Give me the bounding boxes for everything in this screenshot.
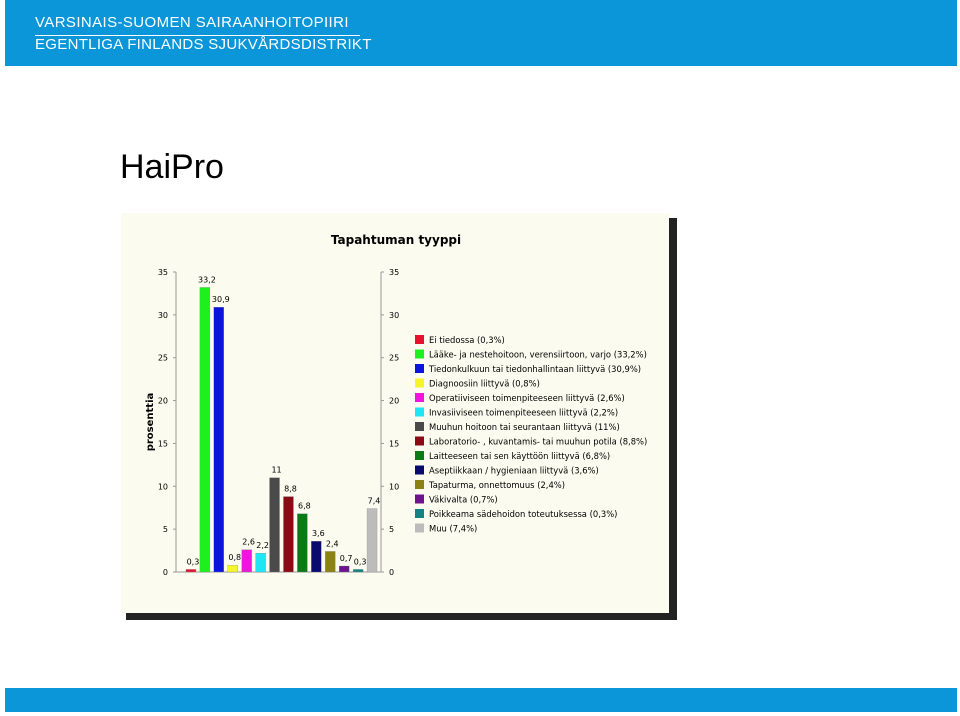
org-name-swedish: EGENTLIGA FINLANDS SJUKVÅRDSDISTRIKT: [35, 36, 372, 53]
bar-data-label: 2,6: [242, 537, 256, 547]
bar-data-label: 3,6: [311, 529, 325, 539]
bar: [214, 307, 224, 572]
legend-label: Aseptiikkaan / hygieniaan liittyvä (3,6%): [429, 465, 599, 476]
legend-label: Lääke- ja nestehoitoon, verensiirtoon, varjo (33,2%): [429, 349, 647, 360]
legend-swatch: [415, 480, 424, 489]
bar-data-label: 2,2: [256, 541, 269, 551]
legend-label: Invasiiviseen toimenpiteeseen liittyvä (2,2%): [429, 407, 619, 418]
bar: [256, 553, 266, 572]
legend-label: Diagnoosiin liittyvä (0,8%): [429, 378, 540, 389]
legend-swatch: [415, 466, 424, 475]
y-tick-label-right: 25: [389, 353, 400, 363]
bar: [242, 550, 252, 572]
y-tick-label-left: 10: [157, 482, 168, 492]
legend-label: Tiedonkulkuun tai tiedonhallintaan liittyvä (30,9%): [429, 364, 642, 374]
legend-swatch: [415, 393, 424, 402]
y-tick-label-right: 0: [389, 568, 395, 577]
legend-swatch: [415, 422, 424, 431]
legend-swatch: [415, 451, 424, 460]
y-axis-label: prosenttia: [145, 392, 156, 452]
bar: [283, 497, 293, 572]
legend-label: Operatiiviseen toimenpiteeseen liittyvä (2,6%): [429, 393, 625, 403]
bar: [311, 541, 321, 572]
y-tick-label-right: 35: [389, 268, 400, 277]
bar-data-label: 30,9: [211, 295, 230, 305]
y-tick-label-left: 5: [162, 525, 168, 535]
legend-label: Laboratorio- , kuvantamis- tai muuhun potila (8,8%): [429, 436, 648, 447]
legend-swatch: [415, 524, 424, 533]
y-tick-label-right: 10: [389, 482, 400, 492]
bar-data-label: 33,2: [197, 275, 216, 285]
legend-label: Ei tiedossa (0,3%): [429, 335, 505, 345]
legend-swatch: [415, 437, 424, 446]
bar-data-label: 2,4: [325, 539, 339, 549]
legend-label: Muuhun hoitoon tai seurantaan liittyvä (11%): [429, 422, 620, 432]
legend-swatch: [415, 408, 424, 417]
legend-label: Laitteeseen tai sen käyttöön liittyvä (6,8%): [429, 451, 611, 461]
y-tick-label-right: 30: [389, 310, 400, 320]
y-tick-label-left: 0: [162, 568, 168, 577]
legend-swatch: [415, 495, 424, 504]
bar: [186, 569, 196, 572]
bar: [339, 566, 349, 572]
bar: [200, 287, 210, 572]
legend-swatch: [415, 335, 424, 344]
bar-data-label: 6,8: [298, 501, 311, 511]
slide-title: HaiPro: [120, 148, 224, 186]
bar-data-label: 7,4: [367, 496, 381, 506]
y-tick-label-left: 15: [157, 439, 168, 449]
y-tick-label-left: 35: [157, 268, 168, 277]
bar-data-label: 0,8: [228, 553, 242, 563]
bar-data-label: 0,3: [353, 557, 367, 567]
bar: [325, 551, 335, 572]
y-tick-label-right: 5: [389, 525, 395, 535]
bar: [228, 565, 238, 572]
bar-data-label: 11: [271, 465, 282, 475]
legend-swatch: [415, 509, 424, 518]
bar: [367, 509, 377, 572]
legend-swatch: [415, 379, 424, 388]
y-tick-label-right: 20: [389, 396, 400, 406]
y-tick-label-right: 15: [389, 439, 400, 449]
bar-data-label: 0,3: [186, 557, 200, 567]
y-tick-label-left: 20: [157, 396, 168, 406]
bar: [270, 478, 280, 572]
y-tick-label-left: 30: [157, 310, 168, 320]
y-tick-label-left: 25: [157, 353, 168, 363]
bar-data-label: 0,7: [339, 554, 353, 563]
bar: [353, 569, 363, 572]
legend-label: Poikkeama sädehoidon toteutuksessa (0,3%): [429, 509, 618, 519]
legend-swatch: [415, 350, 424, 359]
bar: [297, 514, 307, 572]
chart-title: Tapahtuman tyyppi: [330, 233, 462, 247]
legend-label: Väkivalta (0,7%): [429, 494, 498, 505]
legend-label: Muu (7,4%): [429, 523, 478, 534]
footer-bar: [5, 688, 957, 712]
bar-data-label: 8,8: [284, 484, 297, 494]
legend-swatch: [415, 364, 424, 373]
org-name-finnish: VARSINAIS-SUOMEN SAIRAANHOITOPIIRI: [35, 14, 349, 31]
legend-label: Tapaturma, onnettomuus (2,4%): [429, 480, 566, 490]
